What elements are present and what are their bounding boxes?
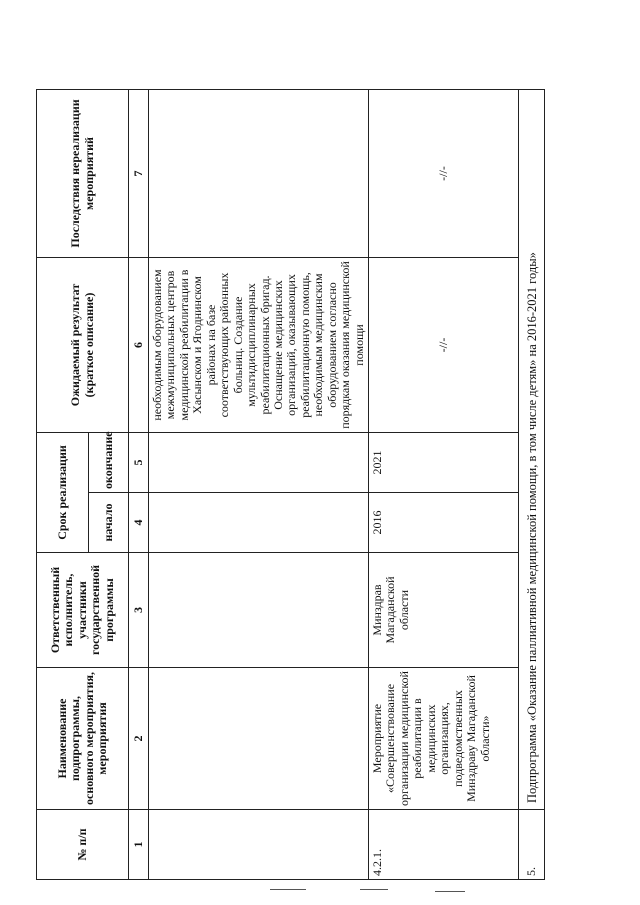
header-term: Срок реализации — [37, 432, 89, 552]
row-result: -//- — [369, 257, 519, 432]
result-continuation: необходимым оборудованием межмуниципальных центров медицинской реабилитации в Хасынском и Ягоднинском районах на базе соответствующих районных больниц. Создание мультидисциплинарных реабилитационных бригад. Оснащение медицинских организаций, оказывающих реабилитационную помощь, необходимым медицинским оборудованием согласно порядкам оказания медицинской помощи — [149, 257, 369, 432]
header-consequence: Последствия нереализации мероприятий — [37, 89, 129, 257]
row-start: 2016 — [369, 493, 519, 553]
header-start: начало — [89, 493, 129, 553]
colnum-4: 4 — [129, 493, 149, 553]
column-number-row — [129, 89, 149, 879]
table-row-5 — [519, 89, 545, 879]
row-consequence: -//- — [369, 89, 519, 257]
row5-number: 5. — [519, 810, 545, 880]
colnum-1: 1 — [129, 810, 149, 880]
colnum-3: 3 — [129, 553, 149, 668]
header-row-1 — [37, 89, 89, 879]
rotated-table-stage — [36, 90, 576, 880]
header-name: Наименование подпрограммы, основного мероприятия, мероприятия — [37, 668, 129, 810]
scan-artifact-line — [435, 891, 465, 892]
scan-artifact-line — [360, 889, 388, 890]
colnum-2: 2 — [129, 668, 149, 810]
row-executor: Минздрав Магаданской области — [369, 553, 519, 668]
header-end: окончание — [89, 432, 129, 492]
table-row-continuation — [149, 89, 369, 879]
row-name: Мероприятие «Совершенствование организации медицинской реабилитации в медицинских организациях, подведомственных Минздраву Магаданской области» — [369, 668, 519, 810]
colnum-5: 5 — [129, 432, 149, 492]
row5-subprogram: Подпрограмма «Оказание паллиативной медицинской помощи, в том числе детям» на 2016-2021 годы» — [519, 89, 545, 809]
scan-artifact-line — [270, 889, 306, 890]
colnum-6: 6 — [129, 257, 149, 432]
table-row-4-2-1 — [369, 89, 519, 879]
colnum-7: 7 — [129, 89, 149, 257]
program-table — [36, 89, 545, 880]
row-end: 2021 — [369, 432, 519, 492]
header-result: Ожидаемый результат (краткое описание) — [37, 257, 129, 432]
header-executor: Ответственный исполнитель, участники государственной программы — [37, 553, 129, 668]
header-num: № п/п — [37, 810, 129, 880]
row-number: 4.2.1. — [369, 810, 519, 880]
